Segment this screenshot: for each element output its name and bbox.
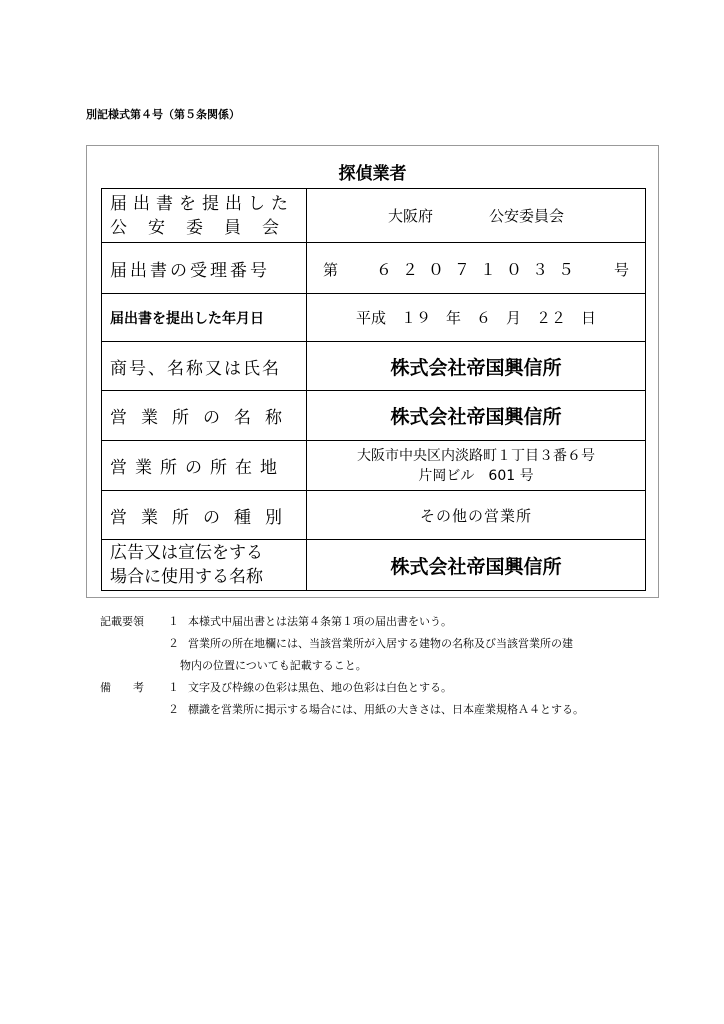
value-office-name: 株式会社帝国興信所 [307, 391, 646, 441]
note-text: 文字及び枠線の色彩は黒色、地の色彩は白色とする。 [188, 681, 452, 694]
value-advertising-name: 株式会社帝国興信所 [307, 540, 646, 591]
label-advertising-line1: 広告又は宣伝をする [110, 543, 263, 563]
value-committee [307, 189, 646, 243]
note-number: ２ [168, 637, 179, 650]
label-office-name: 営業所の名称 [102, 391, 307, 441]
label-office-type: 営業所の種別 [102, 491, 307, 540]
label-receipt-number: 届出書の受理番号 [102, 243, 307, 294]
registration-table [101, 188, 646, 591]
value-receipt-suffix: 号 [614, 260, 630, 279]
value-submission-date: 平成 １９ 年 ６ 月 ２２ 日 [307, 294, 646, 342]
value-address-line1: 大阪市中央区内淡路町１丁目３番６号 [357, 447, 595, 464]
value-office-type: その他の営業所 [307, 491, 646, 540]
label-office-address: 営業所の所在地 [102, 441, 307, 491]
table-row [102, 294, 646, 342]
form-header: 別記様式第４号（第５条関係） [86, 108, 240, 121]
table-row [102, 189, 646, 243]
value-committee-name: 公安委員会 [489, 207, 565, 225]
note-text: 本様式中届出書とは法第４条第１項の届出書をいう。 [188, 615, 452, 628]
table-row [102, 540, 646, 591]
table-row [102, 243, 646, 294]
label-submission-date: 届出書を提出した年月日 [102, 294, 307, 342]
label-advertising-name [102, 540, 307, 591]
sign-title: 探偵業者 [338, 164, 407, 184]
label-advertising-line2: 場合に使用する名称 [110, 567, 263, 587]
table-row [102, 342, 646, 391]
note-text: 標識を営業所に掲示する場合には、用紙の大きさは、日本産業規格Ａ４とする。 [188, 703, 584, 716]
value-receipt-digits: ６２０７１０３５ [375, 259, 584, 279]
note-text: 営業所の所在地欄には、当該営業所が入居する建物の名称及び当該営業所の建 [188, 637, 573, 650]
value-receipt-prefix: 第 [322, 260, 338, 279]
value-prefecture: 大阪府 [387, 207, 433, 225]
note-number: １ [168, 681, 179, 694]
value-address-line2: 片岡ビル 601 号 [418, 467, 534, 484]
label-committee-line1: 届出書を提出した [110, 193, 294, 214]
value-receipt-number [307, 243, 646, 294]
sign-frame [86, 145, 659, 598]
table-row [102, 441, 646, 491]
label-committee [102, 189, 307, 243]
value-office-address [307, 441, 646, 491]
note-heading-biko: 備 考 [100, 681, 144, 694]
label-committee-line2: 公安委員会 [110, 217, 300, 238]
note-text-continued: 物内の位置についても記載すること。 [180, 659, 367, 672]
note-number: １ [168, 615, 179, 628]
note-heading-kisai: 記載要領 [100, 615, 144, 628]
note-number: ２ [168, 703, 179, 716]
label-business-name: 商号、名称又は氏名 [102, 342, 307, 391]
table-row [102, 391, 646, 441]
table-row [102, 491, 646, 540]
value-business-name: 株式会社帝国興信所 [307, 342, 646, 391]
